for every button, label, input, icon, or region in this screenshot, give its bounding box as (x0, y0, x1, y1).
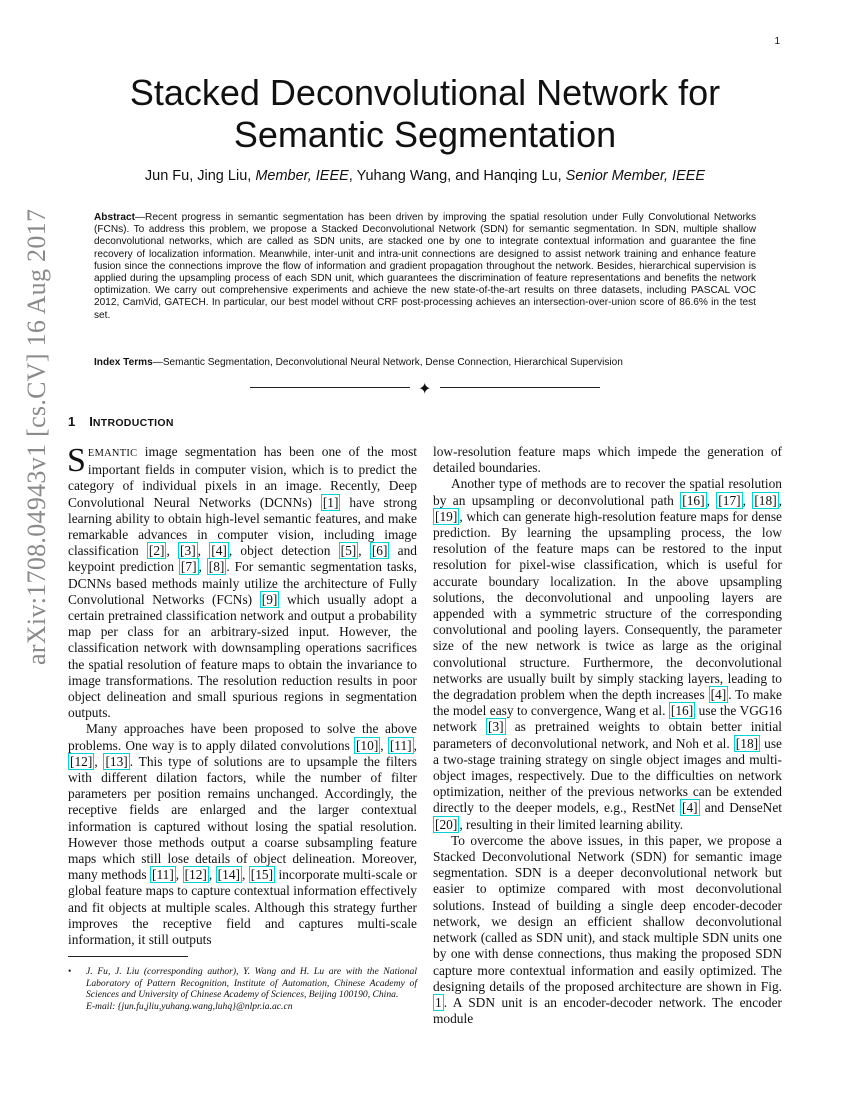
text-run: and keypoint prediction (68, 543, 417, 575)
intro-paragraph-1: SEMANTIC image segmentation has been one of the most important fields in computer vision, which is to predict the category of individual pixels in an image. Recently, Deep Convolutional Neural Networks (DCNNs) [1] have strong learning ability to obtain high-level semantic features, and make remarkable advances in computer vision, including image classification [2] , [3] , [4] , object detection [5] , [6] and keypoint prediction [7] , [8] . For semantic segmentation tasks, DCNNs based methods mainly utilize the architecture of Fully Convolutional Networks (FCNs) [9] which usually adopt a certain pretrained classification network and output a probability map per class for an arbitrary-sized input. However, the classification network with downsampling operations sacrifices the spatial resolution of feature maps to obtain the invariance to image transformations. The resolution reduction results in poor object delineation and small spurious regions in segmentation outputs. (67, 442, 417, 721)
citation-link[interactable]: [12] (184, 867, 207, 883)
left-column (68, 444, 417, 948)
citation-link[interactable]: [16] (670, 703, 694, 719)
abstract-text: —Recent progress in semantic segmentation has been driven by improving the spatial resolution under Fully Convolutional Networks (FCNs). To address this problem, we propose a Stacked Deconvolutional Network (SDN) for semantic segmentation. In SDN, multiple shallow deconvolutional networks, which are called as SDN units, are stacked one by one to integrate contextual information and guarantee the fine recovery of localization information. Meanwhile, inter-unit and intra-unit connections are designed to assist network training and enhance feature fusion since the connections improve the flow of information and gradient propagation throughout the network. Besides, hierarchical supervision is applied during the upsampling process of each SDN unit, which guarantees the discrimination of feature representations and benefits the network optimization. We carry out comprehensive experiments and achieve the new state-of-the-art results on three datasets, including PASCAL VOC 2012, CamVid, GATECH. In particular, our best model without CRF post-processing achieves an intersection-over-union score of 86.6% in the test set. (94, 212, 756, 321)
citation-link[interactable]: [6] (371, 543, 388, 559)
text-run: . For semantic segmentation tasks, DCNNs based methods mainly utilize the architecture of Fully Convolutional Networks (FCNs) (68, 559, 417, 607)
author-role-member: Member, IEEE (255, 168, 349, 184)
citation-link[interactable]: [9] (261, 591, 278, 607)
text-run: . This type of solutions are to upsample the filters with different dilation factors, while the number of filter parameters per position remains unchanged. Accordingly, the receptive fields are enlarged and the larger contextual information is captured without losing the spatial resolution. However those methods output a coarse subsampling feature maps which still lose details of object delineation. Moreover, many methods (68, 753, 417, 883)
text-run: Many approaches have been proposed to solve the above problems. One way is to apply dilated convolutions (68, 721, 417, 753)
affiliation-footnote (68, 966, 417, 1012)
text-run: Another type of methods are to recover the spatial resolution by an upsampling or deconvolutional path (433, 476, 782, 508)
arxiv-identifier-stamp: arXiv:1708.04943v1 [cs.CV] 16 Aug 2017 (22, 208, 51, 665)
section-title-initial: I (89, 414, 93, 429)
right-column (433, 444, 782, 1027)
citation-link[interactable]: [4] (211, 543, 227, 559)
citation-link[interactable]: [4] (710, 687, 727, 703)
text-run: incorporate multi-scale or global feature maps to capture contextual information effectively and fit objects at multiple scales. Although this strategy further improves the receptive field and captures multi-scale information, it still outputs (68, 867, 417, 948)
index-terms (94, 357, 756, 368)
separator-line-right (440, 387, 600, 388)
text-run: use a two-stage training strategy on single object images and multi-object images, respectively. Due to the difficulties on network optimization, neither of the previous networks can be extended directly to the deeper models, e.g., RestNet (433, 735, 782, 816)
footnote-email: E-mail: {jun.fu,jliu,yuhang.wang,luhq}@nlpr.ia.ac.cn (86, 1000, 293, 1012)
abstract-label: Abstract (94, 212, 135, 223)
citation-link[interactable]: [4] (682, 800, 698, 816)
text-run: , which can generate high-resolution feature maps for dense prediction. By learning the upsampling process, the low resolution of the feature maps can be restored to the input resolution for pixel-wise classification, which is useful for accurate boundary localization. In the above upsampling solutions, the deconvolutional and unpooling layers are appended with a symmetric structure of the corresponding convolutional and pooling layers. Consequently, the parameter size of the new network is twice as large as the original convolutional structure. Furthermore, the deconvolutional networks are usually built by simply stacking layers, leading to the degradation problem when the depth increases (433, 508, 782, 703)
abstract (94, 212, 756, 322)
text-run: To overcome the above issues, in this paper, we propose a Stacked Deconvolutional Network (SDN) for semantic image segmentation. SDN is a deeper deconvolutional network but easier to optimize compared with most deconvolutional solutions. Instead of building a single deep encoder-decoder network, we design an efficient shallow deconvolutional network (called as SDN unit), and stack multiple SDN units one by one with dense connections, thus making the proposed SDN capture more contextual information and easily optimized. The designing details of the proposed architecture are shown in Fig. (433, 832, 782, 994)
citation-link[interactable]: [19] (435, 508, 458, 524)
citation-link[interactable]: [15] (250, 867, 274, 883)
text-run: have strong learning ability to obtain high-level semantic features, and make remarkable advances in computer vision, including image classification (68, 494, 417, 559)
text-run: which usually adopt a certain pretrained classification network and output a probability map per class for an arbitrary-sized input. However, the classification network with downsampling operations sacrifices the spatial resolution of feature maps to obtain the invariance to image transformations. The resolution reduction results in poor object delineation and small spurious regions in segmentation outputs. (68, 591, 417, 721)
text-run: , object detection (228, 543, 339, 559)
footnote-bullet: • (68, 966, 72, 977)
citation-link[interactable]: [8] (208, 559, 225, 575)
index-terms-label: Index Terms (94, 357, 153, 368)
citation-link[interactable]: [5] (340, 543, 357, 559)
text-run: as pretrained weights to obtain better initial parameters of deconvolutional network, and Noh et al. (433, 719, 782, 751)
index-terms-text: —Semantic Segmentation, Deconvolutional Neural Network, Dense Connection, Hierarchical Supervision (152, 357, 623, 368)
citation-link[interactable]: [18] (735, 735, 759, 751)
author-role-senior-member: Senior Member, IEEE (565, 168, 706, 184)
citation-link[interactable]: [3] (180, 543, 196, 559)
intro-paragraph-4 (433, 833, 782, 1027)
intro-paragraph-3: Another type of methods are to recover the spatial resolution by an upsampling or deconvolutional path [16] , [17] , [18] , [19] , which can generate high-resolution feature maps for dense prediction. By learning the upsampling process, the low resolution of the feature maps can be restored to the input resolution for pixel-wise classification, which is useful for accurate boundary localization. In the above upsampling solutions, the deconvolutional and unpooling layers are appended with a symmetric structure of the corresponding convolutional and pooling layers. Consequently, the parameter size of the new network is twice as large as the original convolutional structure. Furthermore, the deconvolutional networks are usually built by simply stacking layers, leading to the degradation problem when the depth increases [4] . To make the model easy to convergence, Wang et al. [16] use the VGG16 network [3] as pretrained weights to obtain better initial parameters of deconvolutional network, and Noh et al. [18] use a two-stage training strategy on single object images and multi-object images, respectively. Due to the difficulties on network optimization, neither of the previous networks can be extended directly to the deeper models, e.g., RestNet [4] and DenseNet [20] , resulting in their limited learning ability. (433, 476, 783, 832)
footnote-affiliation: J. Fu, J. Liu (corresponding author), Y. Wang and H. Lu are with the National Laboratory of Pattern Recognition, Institute of Automation, Chinese Academy of Sciences and University of Chinese Academy of Sciences, Beijing 100190, China. (86, 966, 417, 1001)
citation-link[interactable]: [12] (70, 753, 93, 769)
paper-title: Stacked Deconvolutional Network for Semantic Segmentation (129, 72, 721, 155)
citation-link[interactable]: [20] (435, 816, 458, 832)
citation-link[interactable]: [2] (148, 543, 165, 559)
citation-link[interactable]: [14] (217, 867, 240, 883)
citation-link[interactable]: [18] (754, 492, 777, 508)
intro-paragraph-continued: low-resolution feature maps which impede the generation of detailed boundaries. (433, 444, 782, 476)
authors-part-2: , Yuhang Wang, and Hanqing Lu, (348, 168, 566, 184)
intro-paragraph-2: Many approaches have been proposed to solve the above problems. One way is to apply dilated convolutions [10] , [11] , [12] , [13] . This type of solutions are to upsample the filters with different dilation factors, while the number of filter parameters per position remains unchanged. Accordingly, the receptive fields are enlarged and the larger contextual information is captured without losing the spatial resolution. However those methods output a coarse subsampling feature maps which still lose details of object delineation. Moreover, many methods [11] , [12] , [14] , [15] incorporate multi-scale or global feature maps to capture contextual information effectively and fit objects at multiple scales. Although this strategy further improves the receptive field and captures multi-scale information, it still outputs (68, 721, 417, 948)
section-separator (250, 381, 600, 398)
text-run: and DenseNet (699, 800, 783, 816)
footnote-rule (68, 956, 188, 957)
drop-cap-smallcaps: EMANTIC (87, 448, 138, 459)
text-run: . A SDN unit is an encoder-decoder network. The encoder module (433, 994, 782, 1027)
drop-cap: S (67, 442, 86, 479)
citation-link[interactable]: [7] (180, 559, 197, 575)
citation-link[interactable]: [1] (322, 494, 339, 510)
citation-link[interactable]: [11] (151, 867, 174, 883)
text-run: use the VGG16 network (433, 703, 782, 735)
authors-part-1: Jun Fu, Jing Liu, (144, 168, 256, 184)
citation-link[interactable]: [10] (355, 737, 379, 753)
citation-link[interactable]: [17] (718, 492, 741, 508)
author-list (70, 168, 780, 184)
text-run: , resulting in their limited learning ability. (459, 816, 684, 832)
section-number: 1 (68, 414, 76, 429)
citation-link[interactable]: [16] (682, 492, 705, 508)
page-number: 1 (774, 36, 780, 47)
separator-line-left (250, 387, 410, 388)
citation-link[interactable]: [11] (389, 737, 412, 753)
separator-diamond-icon: ✦ (418, 381, 432, 398)
text-run: . To make the model easy to convergence, Wang et al. (433, 687, 782, 719)
figure-link[interactable]: 1 (435, 994, 442, 1010)
footnote-text (86, 966, 417, 1012)
citation-link[interactable]: [13] (105, 753, 128, 769)
section-heading-introduction (68, 414, 174, 429)
text-run: image segmentation has been one of the most important fields in computer vision, which is to predict the category of individual pixels in an image. Recently, Deep Convolutional Neural Networks (DCNNs) (68, 444, 417, 510)
citation-link[interactable]: [3] (487, 719, 504, 735)
section-title-rest: NTRODUCTION (92, 417, 174, 429)
